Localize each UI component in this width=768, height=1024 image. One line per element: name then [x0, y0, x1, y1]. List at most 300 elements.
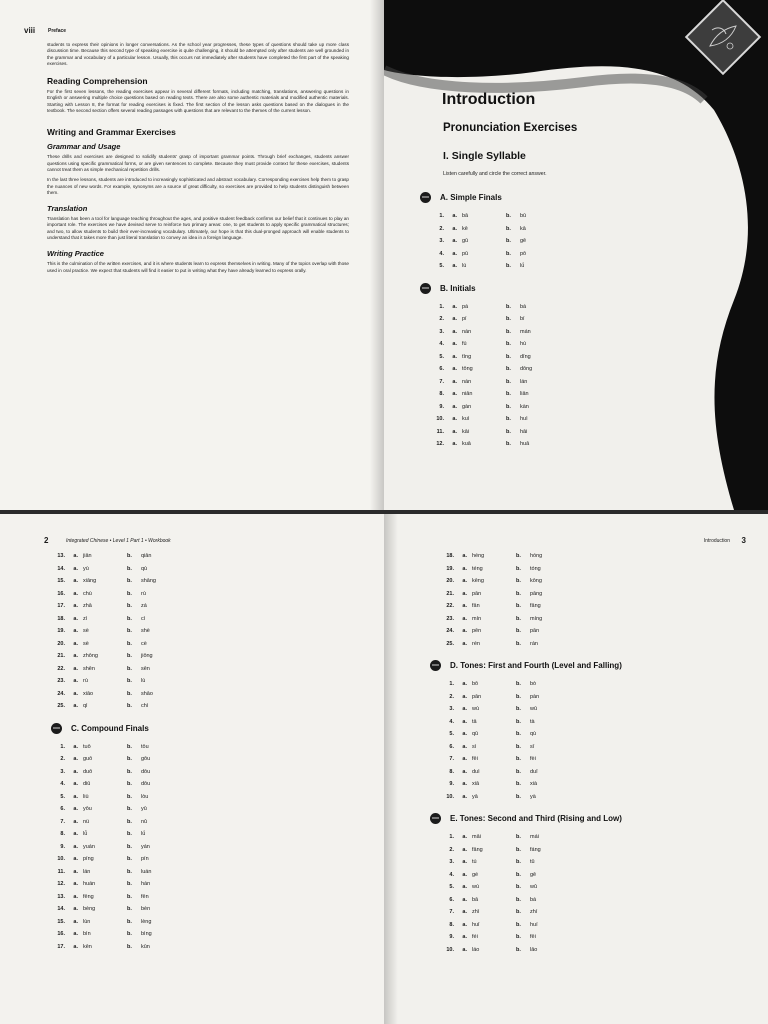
translation-heading: Translation — [47, 204, 88, 214]
preface-page — [0, 0, 384, 510]
option-a-label: a. — [452, 316, 457, 323]
option-a-label: a. — [452, 353, 457, 360]
item-number: 7. — [439, 378, 444, 385]
option-a-label: a. — [73, 678, 78, 685]
option-b-choice[interactable]: rù — [141, 590, 146, 597]
option-b-choice[interactable]: fāng — [530, 603, 541, 610]
option-a-choice[interactable]: nü — [83, 818, 90, 825]
option-a-choice[interactable]: mín — [472, 615, 482, 622]
option-a-choice[interactable]: wú — [472, 884, 480, 891]
item-number: 1. — [439, 213, 444, 220]
option-b-choice[interactable]: pàn — [530, 693, 540, 700]
item-number: 1. — [60, 743, 65, 750]
option-a-choice[interactable]: yōu — [83, 806, 92, 813]
exercise-item — [51, 916, 251, 929]
option-a-choice[interactable]: mǎi — [472, 834, 481, 841]
translation-text: Translation has been a tool for language teaching throughout the ages, and positive student feedback confirms our belief that it continues to play an important role. The exercises we have devised serve to reinforce two primary areas: one, to get students to apply specific grammatical structures; and two, to allow students to build their ever-increasing vocabulary. Ultimately, our hope is that this dual-pronged approach will enable students to understand that it takes more than just literal translation to convey an idea in a foreign language. — [47, 216, 349, 241]
option-b-choice[interactable]: fáng — [530, 846, 541, 853]
item-number: 16. — [57, 590, 65, 597]
option-b-label: b. — [506, 391, 511, 398]
exercise-item — [420, 313, 620, 326]
item-number: 5. — [439, 353, 444, 360]
exercise-list — [51, 550, 251, 953]
option-b-choice[interactable]: pō — [520, 250, 527, 257]
exercise-item — [420, 326, 620, 339]
option-a-choice[interactable]: gū — [462, 238, 469, 245]
exercise-item — [51, 638, 251, 651]
item-number: 14. — [57, 565, 65, 572]
option-b-choice[interactable]: cì — [141, 615, 146, 622]
option-a-label: a. — [73, 703, 78, 710]
option-a-label: a. — [462, 615, 467, 622]
writing-practice-heading: Writing Practice — [47, 249, 104, 259]
option-b-choice[interactable]: gě — [530, 871, 537, 878]
option-b-label: b. — [127, 793, 132, 800]
item-number: 19. — [446, 565, 454, 572]
option-a-choice[interactable]: gàn — [462, 403, 472, 410]
exercise-item — [430, 691, 650, 704]
option-a-choice[interactable]: láo — [472, 946, 480, 953]
exercise-section-heading — [420, 283, 620, 294]
option-b-choice[interactable]: yū — [141, 806, 147, 813]
option-b-label: b. — [127, 665, 132, 672]
option-a-choice[interactable]: zhōng — [83, 653, 98, 660]
option-a-choice[interactable]: xiāng — [83, 578, 97, 585]
option-b-label: b. — [516, 781, 521, 788]
option-a-choice[interactable]: zì — [83, 615, 88, 622]
option-b-choice[interactable]: hóng — [530, 553, 543, 560]
exercise-item — [430, 791, 650, 804]
option-a-label: a. — [73, 918, 78, 925]
exercise-item — [51, 550, 251, 563]
option-b-choice[interactable]: huā — [520, 441, 530, 448]
option-a-label: a. — [462, 921, 467, 928]
option-b-label: b. — [127, 678, 132, 685]
option-a-choice[interactable]: gé — [472, 871, 479, 878]
option-a-choice[interactable]: sè — [83, 628, 89, 635]
option-a-choice[interactable]: lán — [83, 868, 91, 875]
option-a-choice[interactable]: chù — [83, 590, 92, 597]
option-a-choice[interactable]: huán — [83, 881, 96, 888]
exercise-section-heading — [430, 660, 650, 671]
grammar-usage-heading: Grammar and Usage — [47, 142, 121, 152]
option-a-choice[interactable]: fú — [462, 341, 467, 348]
option-b-choice[interactable]: míng — [530, 615, 543, 622]
option-b-choice[interactable]: zhí — [530, 909, 538, 916]
option-b-choice[interactable]: pāng — [530, 590, 543, 597]
option-b-choice[interactable]: shè — [141, 628, 150, 635]
option-b-label: b. — [516, 909, 521, 916]
item-number: 18. — [446, 553, 454, 560]
page-fold-shadow — [384, 514, 398, 1024]
option-b-choice[interactable]: lòu — [141, 793, 149, 800]
option-a-choice[interactable]: lǚ — [83, 831, 88, 838]
audio-cd-icon[interactable] — [420, 283, 431, 294]
option-b-label: b. — [127, 653, 132, 660]
option-b-choice[interactable]: qiān — [141, 553, 152, 560]
item-number: 8. — [60, 831, 65, 838]
audio-cd-icon[interactable] — [430, 660, 441, 671]
option-b-choice[interactable]: sēn — [141, 665, 150, 672]
option-b-choice[interactable]: kā — [520, 225, 526, 232]
option-b-choice[interactable]: kōng — [530, 578, 542, 585]
option-a-label: a. — [73, 856, 78, 863]
option-b-label: b. — [506, 250, 511, 257]
option-a-label: a. — [452, 416, 457, 423]
exercise-item — [430, 931, 650, 944]
option-b-choice[interactable]: qù — [141, 565, 148, 572]
option-b-choice[interactable]: bìng — [141, 931, 152, 938]
option-b-choice[interactable]: dōu — [141, 768, 151, 775]
exercise-item — [51, 625, 251, 638]
option-a-label: a. — [462, 693, 467, 700]
option-a-choice[interactable]: xiā — [472, 781, 480, 788]
option-a-choice[interactable]: pí — [462, 316, 467, 323]
option-a-choice[interactable]: tuō — [83, 743, 91, 750]
option-a-choice[interactable]: guō — [83, 756, 93, 763]
item-number: 23. — [446, 615, 454, 622]
option-a-choice[interactable]: zhǐ — [472, 909, 480, 916]
option-b-choice[interactable]: bí — [520, 316, 525, 323]
option-b-label: b. — [516, 743, 521, 750]
option-a-choice[interactable]: píng — [83, 856, 94, 863]
option-a-choice[interactable]: bǎ — [472, 896, 479, 903]
option-b-choice[interactable]: fěi — [530, 934, 536, 941]
option-b-label: b. — [516, 565, 521, 572]
option-b-choice[interactable]: lǘ — [141, 831, 146, 838]
item-number: 13. — [57, 553, 65, 560]
option-b-choice[interactable]: hán — [141, 881, 151, 888]
option-b-choice[interactable]: liān — [520, 391, 529, 398]
option-a-choice[interactable]: fēng — [83, 893, 94, 900]
option-a-choice[interactable]: fān — [472, 603, 480, 610]
exercise-item — [51, 778, 251, 791]
reading-comprehension-heading: Reading Comprehension — [47, 76, 148, 87]
exercise-item — [51, 803, 251, 816]
option-b-label: b. — [127, 881, 132, 888]
option-a-choice[interactable]: tú — [472, 859, 477, 866]
option-a-label: a. — [462, 834, 467, 841]
item-number: 22. — [57, 665, 65, 672]
item-number: 12. — [57, 881, 65, 888]
option-b-choice[interactable]: dōng — [520, 366, 533, 373]
option-a-choice[interactable]: yù — [83, 565, 89, 572]
option-b-label: b. — [127, 806, 132, 813]
exercise-item — [420, 223, 620, 236]
exercise-item — [430, 753, 650, 766]
exercise-item — [430, 856, 650, 869]
option-a-choice[interactable]: bā — [462, 213, 469, 220]
option-b-choice[interactable]: lǘ — [520, 263, 525, 270]
page-number: 3 — [741, 536, 746, 545]
option-a-label: a. — [452, 238, 457, 245]
option-a-choice[interactable]: kuì — [462, 416, 470, 423]
option-a-choice[interactable]: diū — [83, 781, 91, 788]
option-a-choice[interactable]: tōng — [462, 366, 473, 373]
option-a-choice[interactable]: qū — [472, 731, 479, 738]
option-b-choice[interactable]: kūn — [141, 943, 150, 950]
page-number: viii — [24, 26, 36, 35]
item-number: 6. — [449, 743, 454, 750]
exercise-item — [51, 741, 251, 754]
option-a-label: a. — [73, 578, 78, 585]
option-b-label: b. — [127, 640, 132, 647]
option-b-choice[interactable]: tǔ — [530, 859, 535, 866]
option-b-choice[interactable]: lèng — [141, 918, 152, 925]
option-b-choice[interactable]: huí — [530, 921, 538, 928]
option-a-label: a. — [462, 565, 467, 572]
option-b-label: b. — [516, 896, 521, 903]
option-a-choice[interactable]: bèng — [83, 906, 96, 913]
item-number: 2. — [449, 846, 454, 853]
option-b-choice[interactable]: chì — [141, 703, 149, 710]
option-b-label: b. — [516, 603, 521, 610]
exercise-item — [51, 941, 251, 954]
option-a-choice[interactable]: pān — [472, 590, 482, 597]
audio-cd-icon[interactable] — [420, 192, 431, 203]
option-a-choice[interactable]: nán — [462, 328, 472, 335]
option-b-label: b. — [127, 931, 132, 938]
option-b-choice[interactable]: hú — [520, 341, 527, 348]
exercise-item — [430, 625, 650, 638]
option-b-choice[interactable]: wū — [530, 706, 538, 713]
option-a-choice[interactable]: liù — [83, 793, 89, 800]
option-a-choice[interactable]: tīng — [462, 353, 472, 360]
option-b-choice[interactable]: zá — [141, 603, 147, 610]
option-a-label: a. — [462, 603, 467, 610]
option-a-label: a. — [462, 756, 467, 763]
option-b-choice[interactable]: pān — [530, 628, 540, 635]
option-a-choice[interactable]: bìn — [83, 931, 91, 938]
item-number: 10. — [446, 946, 454, 953]
option-a-choice[interactable]: tā — [472, 718, 477, 725]
option-a-choice[interactable]: fāng — [472, 846, 483, 853]
option-a-choice[interactable]: kāi — [462, 428, 470, 435]
option-b-choice[interactable]: bū — [520, 213, 527, 220]
option-b-choice[interactable]: cè — [141, 640, 147, 647]
option-a-choice[interactable]: zhā — [83, 603, 92, 610]
option-b-choice[interactable]: jiōng — [141, 653, 153, 660]
option-b-choice[interactable]: huì — [520, 416, 528, 423]
option-b-choice[interactable]: xià — [530, 781, 538, 788]
option-a-label: a. — [462, 884, 467, 891]
option-a-choice[interactable]: héng — [472, 553, 485, 560]
option-a-choice[interactable]: lùn — [83, 918, 91, 925]
option-b-choice[interactable]: fèi — [530, 756, 536, 763]
option-a-choice[interactable]: shēn — [83, 665, 95, 672]
option-a-choice[interactable]: wù — [472, 706, 480, 713]
option-b-choice[interactable]: mán — [520, 328, 531, 335]
option-a-label: a. — [462, 590, 467, 597]
option-b-choice[interactable]: tōu — [141, 743, 149, 750]
option-b-choice[interactable]: lǎo — [530, 946, 538, 953]
exercise-item — [420, 388, 620, 401]
item-number: 11. — [436, 428, 444, 435]
item-number: 20. — [57, 640, 65, 647]
option-b-choice[interactable]: qù — [530, 731, 537, 738]
exercise-item — [51, 588, 251, 601]
exercise-item — [420, 363, 620, 376]
option-b-choice[interactable]: bá — [530, 896, 537, 903]
option-b-label: b. — [516, 921, 521, 928]
option-b-choice[interactable]: dōu — [141, 781, 151, 788]
option-b-choice[interactable]: nǔ — [141, 818, 148, 825]
option-a-choice[interactable]: sè — [83, 640, 89, 647]
item-number: 9. — [60, 843, 65, 850]
option-a-label: a. — [73, 781, 78, 788]
option-a-label: a. — [73, 931, 78, 938]
option-b-choice[interactable]: gē — [520, 238, 527, 245]
option-b-label: b. — [127, 590, 132, 597]
option-b-choice[interactable]: shāng — [141, 578, 156, 585]
option-b-label: b. — [127, 893, 132, 900]
exercise-item — [430, 588, 650, 601]
option-b-choice[interactable]: hāi — [520, 428, 528, 435]
option-a-choice[interactable]: téng — [472, 565, 483, 572]
exercise-item — [430, 944, 650, 957]
option-b-label: b. — [516, 884, 521, 891]
option-b-choice[interactable]: yán — [141, 843, 150, 850]
option-a-label: a. — [73, 831, 78, 838]
option-b-label: b. — [506, 328, 511, 335]
exercise-item — [51, 766, 251, 779]
option-b-choice[interactable]: bèn — [141, 906, 151, 913]
item-number: 10. — [57, 856, 65, 863]
option-b-choice[interactable]: wǔ — [530, 884, 538, 891]
option-b-label: b. — [516, 615, 521, 622]
option-b-choice[interactable]: tóng — [530, 565, 541, 572]
exercise-item — [51, 700, 251, 713]
option-a-choice[interactable]: kē — [462, 225, 468, 232]
option-a-choice[interactable]: kēng — [472, 578, 484, 585]
item-number: 10. — [436, 416, 444, 423]
option-a-label: a. — [452, 328, 457, 335]
option-a-choice[interactable]: duì — [472, 768, 480, 775]
exercise-item — [420, 260, 620, 273]
option-a-choice[interactable]: rù — [83, 678, 88, 685]
option-a-label: a. — [462, 706, 467, 713]
option-a-label: a. — [73, 553, 78, 560]
option-b-label: b. — [127, 565, 132, 572]
option-a-choice[interactable]: yuán — [83, 843, 95, 850]
option-a-choice[interactable]: bō — [472, 681, 479, 688]
item-number: 3. — [439, 238, 444, 245]
option-b-choice[interactable]: lù — [141, 678, 146, 685]
option-b-choice[interactable]: dīng — [520, 353, 531, 360]
option-a-choice[interactable]: qì — [83, 703, 88, 710]
instructions: Listen carefully and circle the correct answer. — [443, 171, 547, 177]
option-b-label: b. — [506, 366, 511, 373]
option-b-label: b. — [516, 934, 521, 941]
option-a-choice[interactable]: jiān — [83, 553, 92, 560]
option-b-choice[interactable]: pín — [141, 856, 149, 863]
option-b-label: b. — [506, 238, 511, 245]
option-b-label: b. — [506, 428, 511, 435]
page-subtitle: Pronunciation Exercises — [443, 122, 578, 134]
option-b-label: b. — [127, 743, 132, 750]
running-head: Introduction — [703, 538, 730, 544]
option-a-choice[interactable]: sì — [472, 743, 477, 750]
option-b-choice[interactable]: luán — [141, 868, 152, 875]
option-a-label: a. — [73, 868, 78, 875]
option-b-choice[interactable]: rán — [530, 640, 538, 647]
exercise-item — [51, 878, 251, 891]
section-title: E. Tones: Second and Third (Rising and Low) — [450, 814, 622, 823]
option-a-choice[interactable]: fēi — [472, 756, 478, 763]
option-b-choice[interactable]: tà — [530, 718, 535, 725]
item-number: 3. — [449, 706, 454, 713]
item-number: 4. — [449, 718, 454, 725]
option-a-choice[interactable]: pá — [462, 303, 469, 310]
option-a-label: a. — [462, 553, 467, 560]
workbook-page-2 — [0, 514, 384, 1024]
option-a-label: a. — [452, 263, 457, 270]
option-a-choice[interactable]: kuā — [462, 441, 471, 448]
exercise-item — [420, 413, 620, 426]
option-b-choice[interactable]: bò — [530, 681, 537, 688]
option-a-choice[interactable]: pān — [472, 693, 482, 700]
option-b-label: b. — [506, 225, 511, 232]
option-b-choice[interactable]: duī — [530, 768, 538, 775]
exercise-item — [430, 550, 650, 563]
option-a-choice[interactable]: duō — [83, 768, 93, 775]
option-b-label: b. — [127, 628, 132, 635]
option-a-label: a. — [73, 690, 78, 697]
preface-body — [47, 42, 349, 274]
option-a-choice[interactable]: nán — [462, 378, 472, 385]
running-head: Preface — [48, 28, 67, 34]
audio-cd-icon[interactable] — [430, 813, 441, 824]
option-a-choice[interactable]: huǐ — [472, 921, 480, 928]
option-a-label: a. — [452, 341, 457, 348]
page-number: 2 — [44, 536, 49, 545]
option-b-choice[interactable]: gōu — [141, 756, 151, 763]
audio-cd-icon[interactable] — [51, 723, 62, 734]
option-b-choice[interactable]: shāo — [141, 690, 153, 697]
option-b-choice[interactable]: yà — [530, 793, 536, 800]
option-a-choice[interactable]: lú — [462, 263, 467, 270]
option-a-choice[interactable]: rén — [472, 640, 480, 647]
exercise-item — [51, 928, 251, 941]
option-a-label: a. — [462, 846, 467, 853]
option-a-choice[interactable]: pū — [462, 250, 469, 257]
option-b-label: b. — [506, 303, 511, 310]
option-b-choice[interactable]: lán — [520, 378, 528, 385]
option-a-choice[interactable]: kēn — [83, 943, 92, 950]
option-b-choice[interactable]: mái — [530, 834, 539, 841]
option-b-label: b. — [127, 918, 132, 925]
option-b-choice[interactable]: fēn — [141, 893, 149, 900]
option-a-choice[interactable]: niān — [462, 391, 473, 398]
option-a-choice[interactable]: xiāo — [83, 690, 94, 697]
item-number: 7. — [449, 756, 454, 763]
section-title: D. Tones: First and Fourth (Level and Falling) — [450, 661, 622, 670]
option-a-label: a. — [73, 565, 78, 572]
item-number: 1. — [439, 303, 444, 310]
option-b-label: b. — [127, 868, 132, 875]
option-a-label: a. — [462, 731, 467, 738]
option-a-choice[interactable]: pēn — [472, 628, 482, 635]
option-a-label: a. — [452, 213, 457, 220]
option-b-label: b. — [506, 416, 511, 423]
option-b-choice[interactable]: sī — [530, 743, 535, 750]
option-b-choice[interactable]: kàn — [520, 403, 529, 410]
option-a-choice[interactable]: yā — [472, 793, 478, 800]
option-b-choice[interactable]: bá — [520, 303, 527, 310]
option-a-choice[interactable]: féi — [472, 934, 478, 941]
item-number: 21. — [446, 590, 454, 597]
item-number: 9. — [449, 934, 454, 941]
